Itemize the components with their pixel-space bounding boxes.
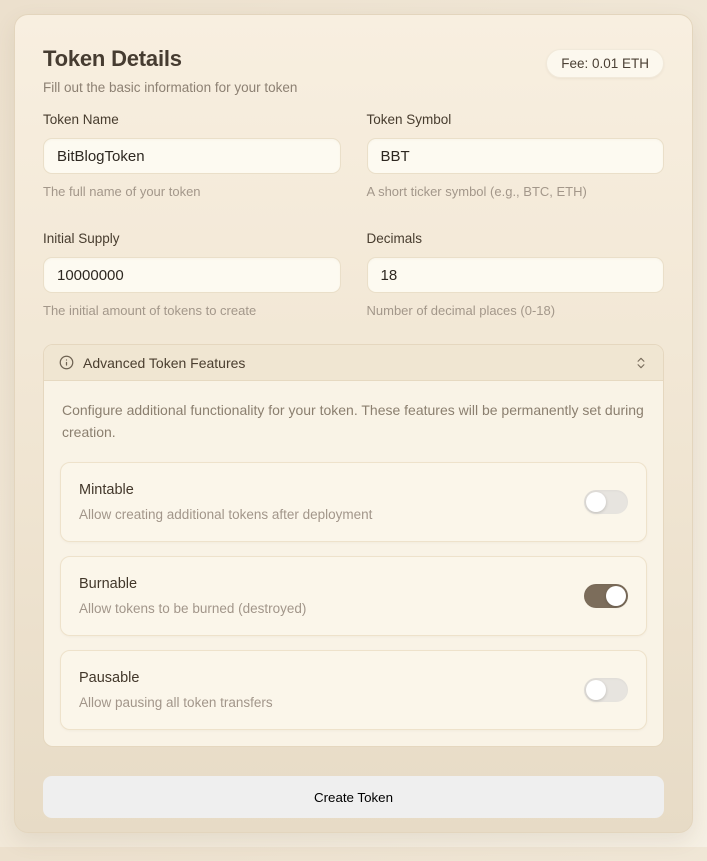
- decimals-input[interactable]: [367, 257, 665, 293]
- initial-supply-field-group: [43, 229, 341, 320]
- initial-supply-input[interactable]: [43, 257, 341, 293]
- feature-pausable-name: Pausable: [79, 670, 140, 687]
- create-token-button[interactable]: Create Token: [43, 776, 664, 818]
- token-name-help: The full name of your token: [43, 184, 201, 199]
- decimals-field-group: [367, 229, 665, 320]
- feature-row-mintable: [60, 462, 647, 542]
- mintable-toggle-knob: [586, 492, 606, 512]
- feature-mintable-name: Mintable: [79, 482, 134, 499]
- advanced-features-title: Advanced Token Features: [83, 354, 246, 371]
- feature-row-burnable: [60, 556, 647, 636]
- fee-badge: Fee: 0.01 ETH: [546, 49, 664, 78]
- feature-burnable-name: Burnable: [79, 576, 138, 593]
- feature-mintable-description: Allow creating additional tokens after deployment: [79, 507, 373, 523]
- feature-burnable-text: [79, 574, 306, 618]
- token-name-field-group: [43, 110, 341, 201]
- feature-pausable-description: Allow pausing all token transfers: [79, 695, 273, 711]
- advanced-features-toggle-header[interactable]: [44, 345, 663, 381]
- info-icon: [59, 355, 74, 370]
- initial-supply-help: The initial amount of tokens to create: [43, 303, 257, 318]
- decimals-help: Number of decimal places (0-18): [366, 303, 556, 318]
- feature-row-pausable: [60, 650, 647, 730]
- chevrons-up-down-icon: [634, 356, 648, 370]
- decimals-label: Decimals: [366, 231, 423, 246]
- advanced-features-body: [44, 381, 663, 746]
- pausable-toggle-knob: [586, 680, 606, 700]
- mintable-toggle[interactable]: [584, 490, 628, 514]
- token-symbol-label: Token Symbol: [366, 112, 452, 127]
- initial-supply-label: Initial Supply: [43, 231, 120, 246]
- page-title: Token Details: [43, 46, 182, 71]
- card-header-text: [43, 45, 297, 97]
- feature-mintable-text: [79, 480, 372, 524]
- card-header: [43, 45, 664, 97]
- pausable-toggle[interactable]: [584, 678, 628, 702]
- page-subtitle: Fill out the basic information for your token: [43, 80, 298, 95]
- token-name-label: Token Name: [43, 112, 119, 127]
- token-symbol-input[interactable]: [367, 138, 665, 174]
- advanced-features-panel: [43, 344, 664, 747]
- token-symbol-help: A short ticker symbol (e.g., BTC, ETH): [366, 184, 587, 199]
- feature-burnable-description: Allow tokens to be burned (destroyed): [79, 601, 307, 617]
- token-name-input[interactable]: [43, 138, 341, 174]
- burnable-toggle-knob: [606, 586, 626, 606]
- token-details-card: [14, 14, 693, 833]
- burnable-toggle[interactable]: [584, 584, 628, 608]
- token-symbol-field-group: [367, 110, 665, 201]
- advanced-features-description: Configure additional functionality for your token. These features will be permanently set during creation.: [62, 402, 644, 440]
- token-form-grid: [43, 110, 664, 320]
- feature-pausable-text: [79, 668, 273, 712]
